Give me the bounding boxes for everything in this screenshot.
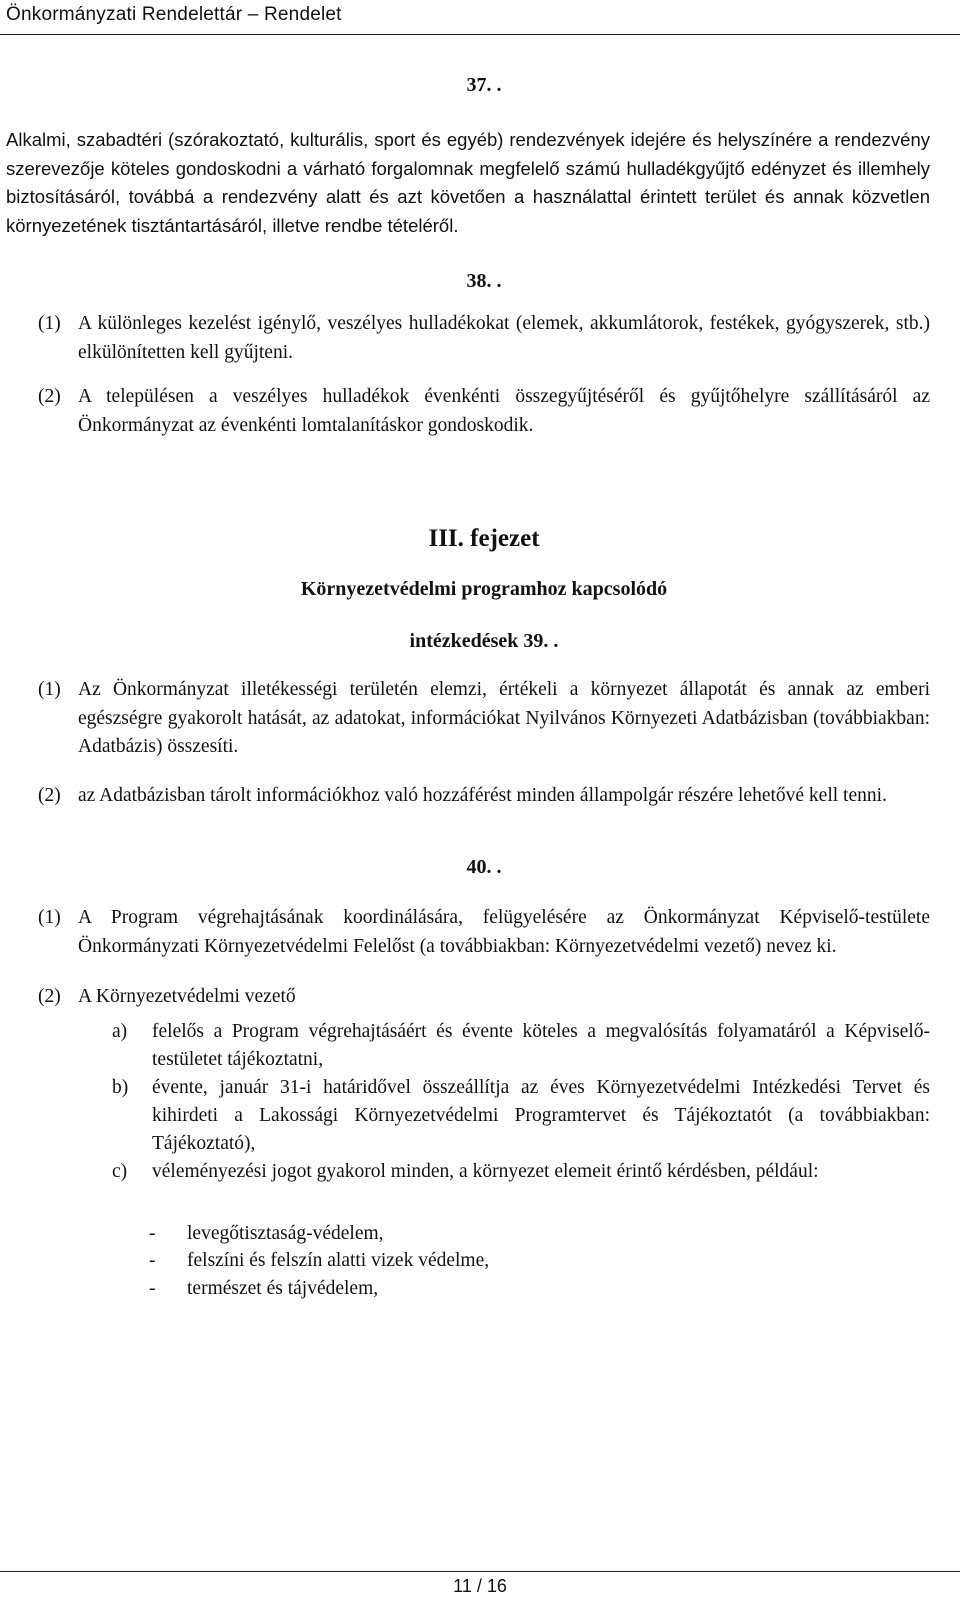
list-item-text: természet és tájvédelem, [187,1277,379,1299]
section-38-paragraph-2 [38,383,930,440]
list-item-text: levegőtisztaság-védelem, [187,1222,384,1244]
header-divider [0,34,960,35]
dash-bullet: - [149,1250,156,1271]
section-40-sub-list [38,1018,930,1186]
list-item [38,1275,930,1303]
paragraph-text: A különleges kezelést igénylő, veszélyes hulladékokat (elemek, akkumlátorok, festékek, gyógyszerek, stb.) elkülönítetten kell gyűjteni. [78,313,930,363]
section-38-number: 38. . [466,270,502,292]
list-item [38,1018,930,1074]
list-item-text: véleményezési jogot gyakorol minden, a környezet elemeit érintő kérdésben, például: [152,1160,819,1182]
page-footer [0,1568,960,1613]
document-body [6,70,931,1302]
section-39-heading: intézkedések 39. . [409,630,559,652]
paragraph-text: A településen a veszélyes hulladékok évenkénti összegyűjtéséről és gyűjtőhelyre szállításáról az Önkormányzat az évenkénti lomtalanításkor gondoskodik. [78,386,930,436]
section-39-paragraph-2 [38,782,930,811]
dash-bullet: - [149,1277,156,1299]
list-item [38,1247,930,1275]
section-40-paragraph-1 [38,904,930,961]
list-item [38,1074,930,1158]
section-40-dash-list [38,1220,930,1303]
paragraph-label: (1) [38,679,61,700]
list-item-text: évente, január 31-i határidővel összeállítja az éves Környezetvédelmi Intézkedési Tervet és kihirdeti a Lakossági Környezetvédelmi Programtervet és Tájékoztatót (a továbbiakban: Tájékoztató), [152,1076,930,1154]
list-item [38,1220,930,1248]
paragraph-label: (1) [38,313,61,334]
section-38-paragraph-1 [38,310,930,367]
chapter-title: III. fejezet [428,525,540,552]
paragraph-label: (1) [38,907,61,928]
section-37-text [6,126,930,240]
header-title: Önkormányzati Rendelettár – Rendelet [6,4,342,25]
list-item-label: a) [112,1020,128,1042]
list-item [38,1158,930,1186]
page-number: 11 / 16 [453,1576,507,1596]
footer-divider [0,1571,960,1572]
section-40-paragraph-2 [38,983,930,1012]
paragraph-text: Az Önkormányzat illetékességi területén elemzi, értékeli a környezet állapotát és annak az emberi egészségre gyakorolt hatását, az adatokat, információkat Nyilvános Környezeti Adatbázisban (továbbiakban: Adatbázis) összesíti. [78,679,930,757]
section-39-paragraph-1 [38,676,930,762]
list-item-text: felszíni és felszín alatti vizek védelme, [187,1250,490,1271]
paragraph-text: A Program végrehajtásának koordinálására, felügyelésére az Önkormányzat Képviselő-testülete Önkormányzati Környezetvédelmi Felelőst (a továbbiakban: Környezetvédelmi vezető) nevez ki. [78,907,930,957]
list-item-text: felelős a Program végrehajtásáért és évente köteles a megvalósítás folyamatáról a Képviselő-testületet tájékoztatni, [152,1020,930,1070]
chapter-subtitle: Környezetvédelmi programhoz kapcsolódó [300,578,668,600]
paragraph-text: az Adatbázisban tárolt információkhoz való hozzáférést minden állampolgár részére lehetővé kell tenni. [78,784,887,806]
paragraph-label: (2) [38,986,61,1007]
page-header [0,0,960,36]
section-40-number: 40. . [466,856,502,878]
list-item-label: b) [112,1076,129,1098]
paragraph-text: A Környezetvédelmi vezető [78,986,296,1007]
section-37-number: 37. . [466,74,502,96]
paragraph-label: (2) [38,386,61,407]
list-item-label: c) [112,1160,128,1182]
section-37-text-part1: Alkalmi, szabadtéri (szórakoztató, kulturális, sport és egyéb) rendezvények idejére és helyszínére a rendezvény szerevezője köteles gondoskodni a várható forgalomnak megfelelő [6,129,930,179]
dash-bullet: - [149,1222,156,1244]
paragraph-label: (2) [38,784,61,806]
section-37-text-part2: számú hulladékgyűjtő edényzet és illemhely biztosításáról, továbbá a rendezvény alatt és azt követően a használattal érintett terület és annak közvetlen környezetének tisztántartásáról, illetve rendbe tételéről. [6,157,931,236]
